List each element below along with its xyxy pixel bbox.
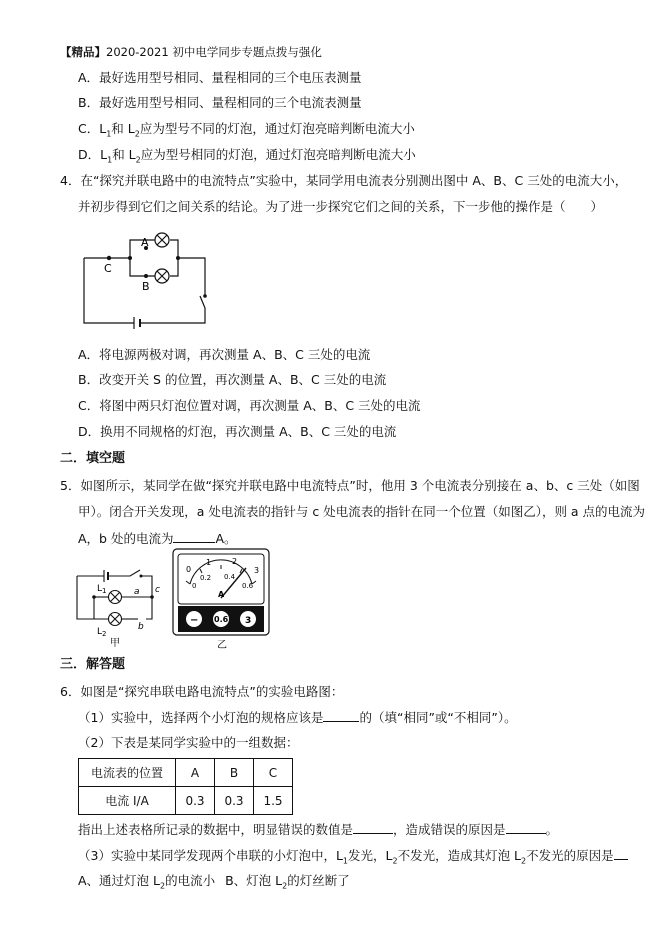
lamp-l1-label: $L_1$ [97,584,107,595]
section-title-fill-blank: 二．填空题 [60,451,126,466]
q6-part2: （2）下表是某同学实验中的一组数据： [78,735,299,750]
label-b: B [142,280,150,293]
q3-option-b: B．最好选用型号相同、量程相同的三个电流表测量 [78,95,362,110]
table-row [79,759,293,787]
figure-jia-caption: 甲 [110,638,120,648]
table-cell: 0.3 [176,787,215,815]
lamp-l2-label: $L_2$ [97,627,107,638]
q4-option-d: D．换用不同规格的灯泡，再次测量 A、B、C 三处的电流 [78,424,397,439]
meter-top-tick-0: 0 [186,565,192,574]
q3-option-c: C．$L_1$和 $L_2$应为型号不同的灯泡，通过灯泡亮暗判断电流大小 [78,121,415,139]
q5-stem-line1: 5．如图所示，某同学在做“探究并联电路中电流特点”时，他用 3 个电流表分别接在 a、b、c 三处（如图 [60,478,640,493]
q5-stem-line2: 甲）。闭合开关发现，a 处电流表的指针与 c 处电流表的指针在同一个位置（如图乙），则 a 点的电流为 [78,504,646,519]
q3-option-d: D．$L_1$和 $L_2$应为型号相同的灯泡，通过灯泡亮暗判断电流大小 [78,147,416,165]
meter-top-tick-2: 2 [232,557,238,566]
point-a-label: a [134,587,140,597]
q6-part1: （1）实验中，选择两个小灯泡的规格应该是 的（填“相同”或“不相同”）。 [78,710,517,725]
figure-yi-caption: 乙 [217,640,227,650]
meter-unit: A [218,590,225,599]
meter-top-tick-1: 1 [206,558,212,567]
terminal-negative: − [190,615,199,626]
q4-stem-line1: 4．在“探究并联电路中的电流特点”实验中，某同学用电流表分别测出图中 A、B、C 三处的电流大小， [60,173,628,188]
table-row [79,787,293,815]
q5-stem-line3: A，b 处的电流为 A。 [78,531,237,546]
q6-data-table [78,758,293,815]
answer-blank[interactable] [173,530,215,543]
table-cell: 1.5 [254,787,293,815]
table-cell: 电流表的位置 [79,759,176,787]
q4-option-a: A．将电源两极对调，再次测量 A、B、C 三处的电流 [78,347,371,362]
label-c: C [104,262,112,275]
table-cell: 电流 I/A [79,787,176,815]
meter-bottom-tick-2: 0.4 [224,573,236,581]
terminal-0-6: 0.6 [214,615,229,624]
point-c-label: c [155,585,160,595]
q6-stem: 6．如图是“探究串联电路电流特点”的实验电路图： [60,684,344,699]
q5-figure-yi-ammeter [172,548,272,650]
answer-blank[interactable] [614,847,628,860]
q4-option-b: B．改变开关 S 的位置，再次测量 A、B、C 三处的电流 [78,372,387,387]
q5-figure-jia-circuit [72,556,162,648]
q6-part3-options: A、通过灯泡 $L_2$的电流小 B、灯泡 $L_2$的灯丝断了 [78,873,350,891]
meter-bottom-tick-1: 0.2 [200,574,212,582]
q4-stem-line2: 并初步得到它们之间关系的结论。为了进一步探究它们之间的关系，下一步他的操作是（ ） [78,199,604,214]
q6-part2-question: 指出上述表格所记录的数据中，明显错误的数值是 ，造成错误的原因是 。 [78,822,559,837]
q3-option-a: A．最好选用型号相同、量程相同的三个电压表测量 [78,70,362,85]
meter-top-tick-3: 3 [254,566,260,575]
q4-parallel-circuit-diagram [70,226,230,332]
answer-blank[interactable] [353,821,393,834]
header-bracket: 【精品】 [60,45,106,59]
meter-bottom-tick-0: 0 [192,582,197,590]
table-cell: C [254,759,293,787]
q4-option-c: C．将图中两只灯泡位置对调，再次测量 A、B、C 三处的电流 [78,398,421,413]
table-cell: 0.3 [215,787,254,815]
q6-part3: （3）实验中某同学发现两个串联的小灯泡中，$L_1$发光，$L_2$不发光，造成其灯泡 $L_2$不发光的原因是 [78,847,628,864]
terminal-3: 3 [245,616,252,626]
section-title-answer: 三．解答题 [60,657,126,672]
answer-blank[interactable] [323,709,359,722]
page-header [60,44,322,60]
table-cell: B [215,759,254,787]
point-b-label: b [138,622,144,632]
table-cell: A [176,759,215,787]
header-text: 2020-2021 初中电学同步专题点拨与强化 [106,45,322,59]
meter-bottom-tick-3: 0.6 [242,582,254,590]
label-a: A [141,236,149,249]
answer-blank[interactable] [506,821,546,834]
